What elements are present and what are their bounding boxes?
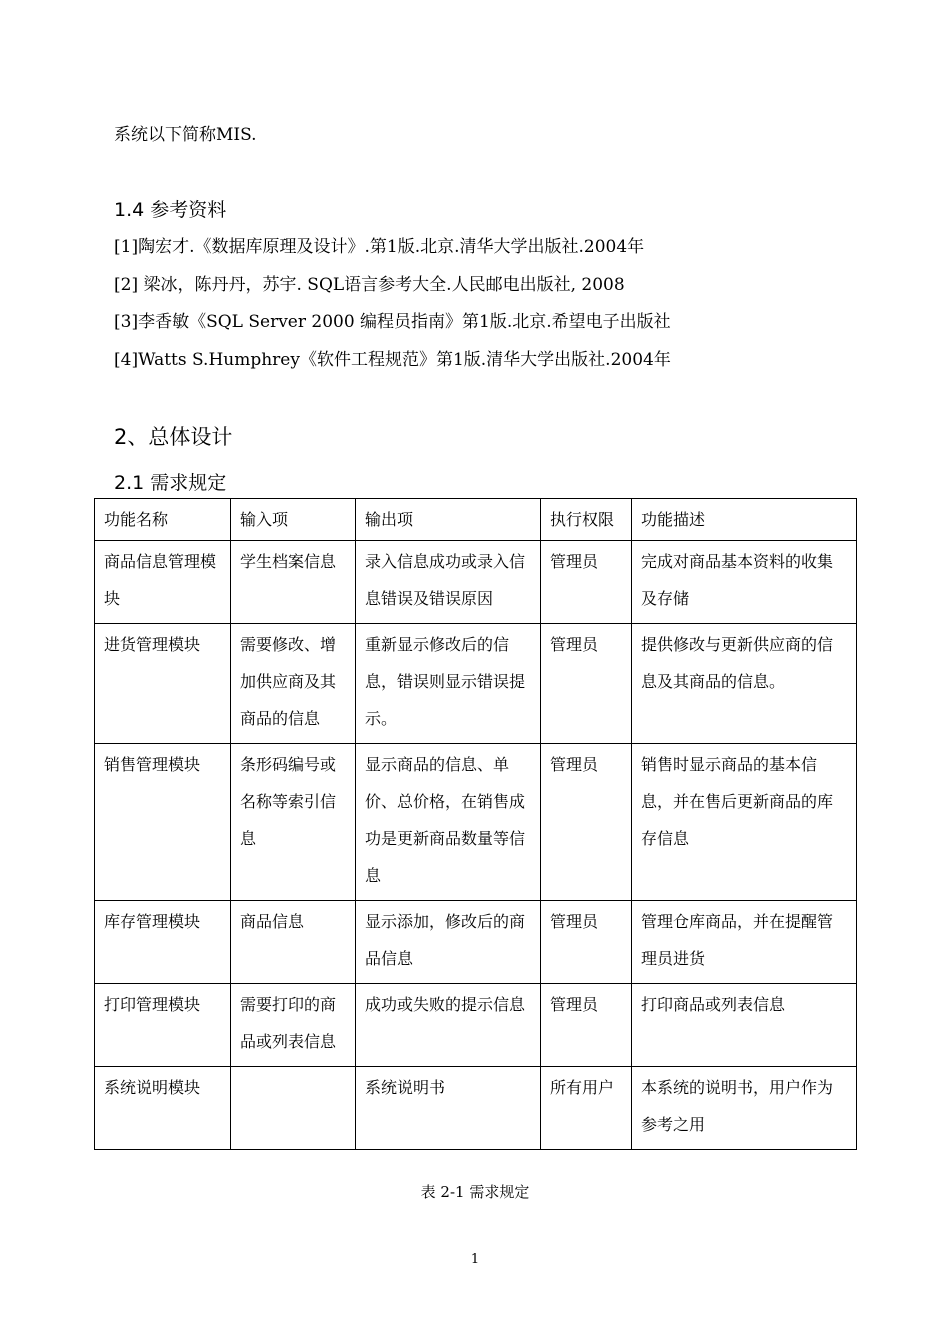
table-cell: 商品信息管理模块: [95, 541, 231, 624]
table-cell: 销售时显示商品的基本信息，并在售后更新商品的库存信息: [632, 744, 857, 901]
table-cell: 库存管理模块: [95, 901, 231, 984]
table-cell: 需要打印的商品或列表信息: [231, 984, 356, 1067]
reference-2: [2] 梁冰，陈丹丹，苏宇. SQL语言参考大全.人民邮电出版社, 2008: [114, 275, 625, 295]
header-cell: 输入项: [231, 499, 356, 541]
table-cell: 系统说明书: [356, 1067, 541, 1150]
table-cell: 销售管理模块: [95, 744, 231, 901]
table-cell: 完成对商品基本资料的收集及存储: [632, 541, 857, 624]
table-cell: 成功或失败的提示信息: [356, 984, 541, 1067]
table-row: [95, 541, 857, 624]
table-cell: 所有用户: [541, 1067, 632, 1150]
page-number: 1: [470, 1252, 480, 1267]
table-cell: 管理仓库商品，并在提醒管理员进货: [632, 901, 857, 984]
table-cell: 管理员: [541, 901, 632, 984]
table-row: [95, 1067, 857, 1150]
table-caption: 表 2-1 需求规定: [420, 1183, 530, 1201]
intro-line: 系统以下简称MIS.: [114, 125, 257, 145]
header-cell: 输出项: [356, 499, 541, 541]
section-2-heading: 2、总体设计: [114, 425, 233, 449]
table-cell: 系统说明模块: [95, 1067, 231, 1150]
section-2-1-heading: 2.1 需求规定: [114, 472, 227, 494]
header-cell: 功能名称: [95, 499, 231, 541]
table-cell: 需要修改、增加供应商及其商品的信息: [231, 624, 356, 744]
table-row: [95, 624, 857, 744]
table-row: [95, 744, 857, 901]
table-cell: 管理员: [541, 744, 632, 901]
requirements-table: [94, 498, 857, 1150]
table-cell: 显示商品的信息、单价、总价格，在销售成功是更新商品数量等信息: [356, 744, 541, 901]
reference-4: [4]Watts S.Humphrey《软件工程规范》第1版.清华大学出版社.2004年: [114, 350, 671, 370]
table-cell: 进货管理模块: [95, 624, 231, 744]
table-row: [95, 984, 857, 1067]
table-cell: 管理员: [541, 984, 632, 1067]
table-cell: 提供修改与更新供应商的信息及其商品的信息。: [632, 624, 857, 744]
table-cell: 管理员: [541, 624, 632, 744]
table-cell: 管理员: [541, 541, 632, 624]
table-cell: [231, 1067, 356, 1150]
table-cell: 商品信息: [231, 901, 356, 984]
reference-1: [1]陶宏才.《数据库原理及设计》.第1版.北京.清华大学出版社.2004年: [114, 237, 645, 257]
header-cell: 功能描述: [632, 499, 857, 541]
table-cell: 本系统的说明书，用户作为参考之用: [632, 1067, 857, 1150]
table-header-row: [95, 499, 857, 541]
table-row: [95, 901, 857, 984]
table-cell: 学生档案信息: [231, 541, 356, 624]
reference-3: [3]李香敏《SQL Server 2000 编程员指南》第1版.北京.希望电子出版社: [114, 312, 671, 332]
table-cell: 显示添加，修改后的商品信息: [356, 901, 541, 984]
table-cell: 录入信息成功或录入信息错误及错误原因: [356, 541, 541, 624]
table-cell: 条形码编号或名称等索引信息: [231, 744, 356, 901]
table-cell: 打印管理模块: [95, 984, 231, 1067]
table-cell: 打印商品或列表信息: [632, 984, 857, 1067]
header-cell: 执行权限: [541, 499, 632, 541]
table-cell: 重新显示修改后的信息，错误则显示错误提示。: [356, 624, 541, 744]
section-1-4-heading: 1.4 参考资料: [114, 199, 227, 221]
